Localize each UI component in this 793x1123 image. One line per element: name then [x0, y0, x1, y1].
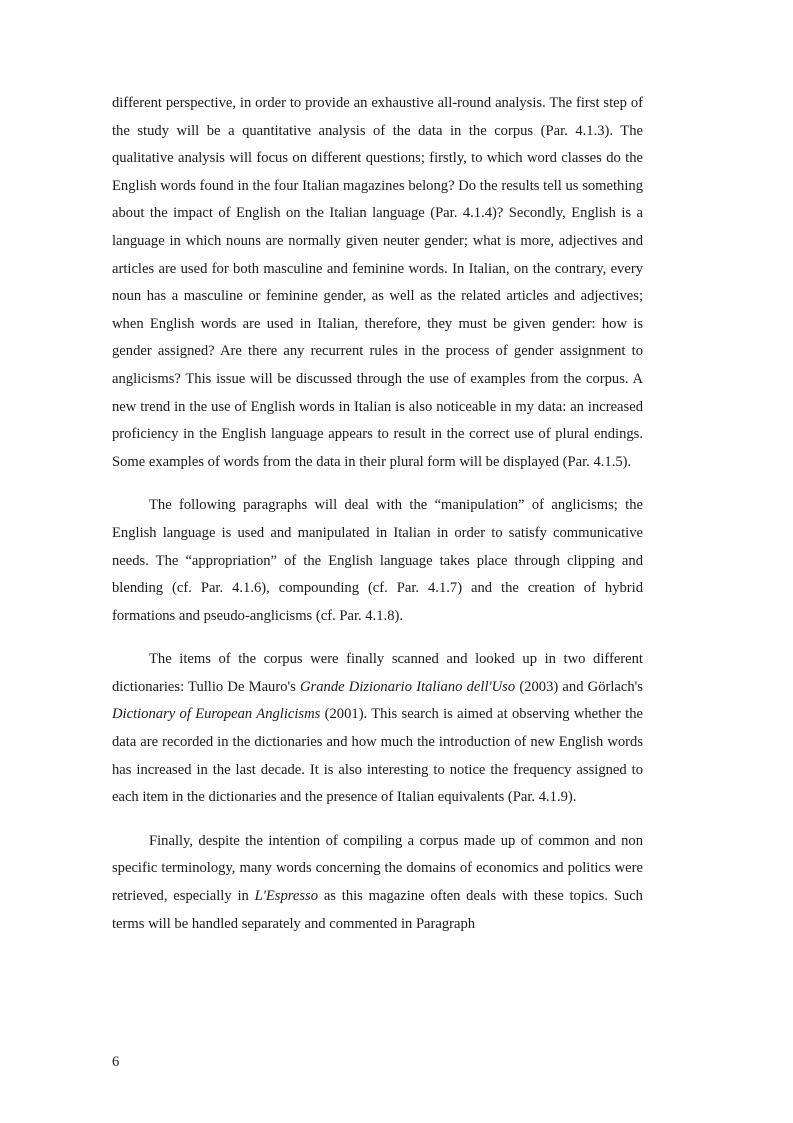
- paragraph-3-text-b: (2003) and Görlach's: [515, 678, 643, 695]
- paragraph-1-text: different perspective, in order to provide an exhaustive all-round analysis. The first step of the study will be a quantitative analysis of the data in the corpus (Par. 4.1.3). The qualitative analysis will focus on different questions; firstly, to which word classes do the English words found in the four Italian magazines belong? Do the results tell us something about the impact of English on the Italian language (Par. 4.1.4)? Secondly, English is a language in which nouns are normally given neuter gender; what is more, adjectives and articles are used for both masculine and feminine words. In Italian, on the contrary, every noun has a masculine or feminine gender, as well as the related articles and adjectives; when English words are used in Italian, therefore, they must be given gender: how is gender assigned? Are there any recurrent rules in the process of gender assignment to anglicisms? This issue will be discussed through the use of examples from the corpus. A new trend in the use of English words in Italian is also noticeable in my data: an increased proficiency in the English language appears to result in the correct use of plural endings. Some examples of words from the data in their plural form will be displayed (Par. 4.1.5).: [112, 95, 643, 470]
- paragraph-2-text: The following paragraphs will deal with the “manipulation” of anglicisms; the English language is used and manipulated in Italian in order to satisfy communicative needs. The “appropriation” of the English language takes place through clipping and blending (cf. Par. 4.1.6), compounding (cf. Par. 4.1.7) and the creation of hybrid formations and pseudo-anglicisms (cf. Par. 4.1.8).: [112, 497, 643, 624]
- paragraph-3-text-c: (2001). This search is aimed at observing whether the data are recorded in the dictionaries and how much the introduction of new English words has increased in the last decade. It is also interesting to notice the frequency assigned to each item in the dictionaries and the presence of Italian equivalents (Par. 4.1.9).: [112, 706, 643, 806]
- body-paragraph-3: [112, 646, 643, 812]
- paragraph-3-text-a: The items of the corpus were finally scanned and looked up in two different dictionaries: Tullio De Mauro's: [112, 651, 643, 695]
- page-body: [112, 90, 643, 954]
- paragraph-4-text-a: Finally, despite the intention of compiling a corpus made up of common and non specific terminology, many words concerning the domains of economics and politics were retrieved, especially in: [112, 832, 643, 905]
- page-number: 6: [112, 1054, 120, 1070]
- magazine-title-lespresso: L'Espresso: [254, 888, 319, 905]
- dictionary-title-de-mauro: Grande Dizionario Italiano dell'Uso: [300, 678, 516, 695]
- dictionary-title-gorlach: Dictionary of European Anglicisms: [112, 706, 321, 723]
- paragraph-4-text-b: as this magazine often deals with these topics. Such terms will be handled separately and commented in Paragraph: [112, 888, 643, 932]
- body-paragraph-2: [112, 492, 643, 630]
- body-paragraph-1: [112, 90, 643, 476]
- body-paragraph-4: [112, 828, 643, 938]
